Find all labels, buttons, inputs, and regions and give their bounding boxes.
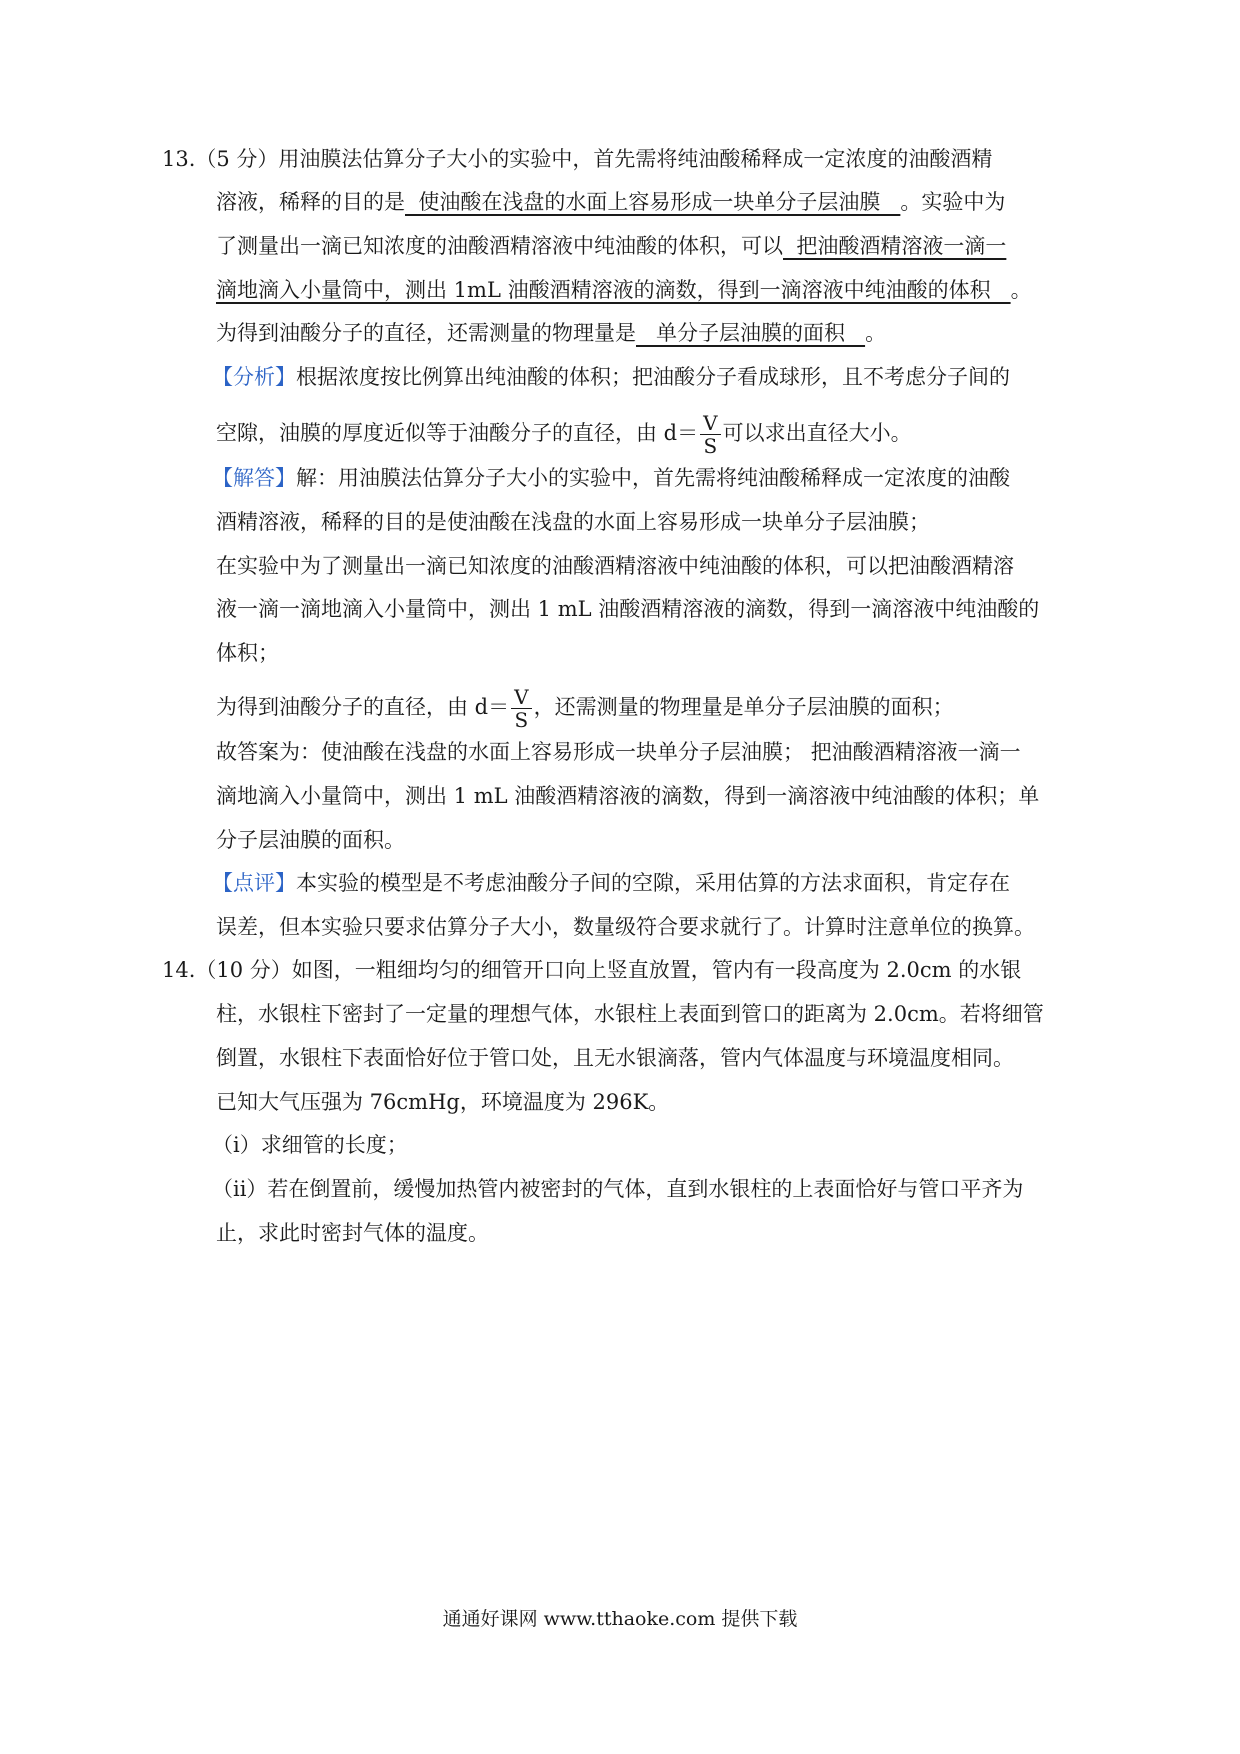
solution-text: 为得到油酸分子的直径，由 d＝	[216, 695, 510, 719]
solution-text: 酒精溶液，稀释的目的是使油酸在浅盘的水面上容易形成一块单分子层油膜；	[216, 510, 930, 534]
solution-text: 在实验中为了测量出一滴已知浓度的油酸酒精溶液中纯油酸的体积，可以把油酸酒精溶	[216, 554, 1014, 578]
q14-text: （ii）若在倒置前，缓慢加热管内被密封的气体，直到水银柱的上表面恰好与管口平齐为	[212, 1177, 1024, 1201]
comment-line-2	[216, 912, 1035, 942]
q13-text: 了测量出一滴已知浓度的油酸酒精溶液中纯油酸的体积，可以	[216, 234, 783, 258]
answer-text: 分子层油膜的面积。	[216, 828, 405, 852]
answer-blank-2: 把油酸酒精溶液一滴一	[783, 234, 1007, 258]
answer-line-1	[216, 737, 1021, 767]
q14-line-4	[216, 1087, 669, 1117]
q14-part-i	[212, 1130, 408, 1160]
answer-text: 故答案为：使油酸在浅盘的水面上容易形成一块单分子层油膜； 把油酸酒精溶液一滴一	[216, 740, 1021, 764]
solution-line-6	[216, 686, 954, 731]
answer-text: 滴地滴入小量筒中，测出 1 mL 油酸酒精溶液的滴数，得到一滴溶液中纯油酸的体积；单	[216, 784, 1040, 808]
comment-text: 误差，但本实验只要求估算分子大小，数量级符合要求就行了。计算时注意单位的换算。	[216, 915, 1035, 939]
page-footer: 通通好课网 www.tthaoke.com 提供下载	[442, 1608, 798, 1630]
analysis-line-2	[216, 412, 912, 457]
q13-text: 。	[1010, 278, 1032, 302]
q14-text: 14.（10 分）如图，一粗细均匀的细管开口向上竖直放置，管内有一段高度为 2.0cm 的水银	[162, 958, 1022, 982]
solution-line-1	[212, 463, 1010, 493]
answer-line-3	[216, 825, 405, 855]
fraction-denominator: S	[703, 434, 718, 458]
q13-text: 。	[865, 321, 887, 345]
fraction-denominator: S	[514, 708, 529, 732]
analysis-text: 可以求出直径大小。	[722, 421, 912, 445]
q13-line-5	[216, 318, 886, 348]
q14-part-ii-line-2	[216, 1218, 489, 1248]
q14-line-2	[216, 999, 1044, 1029]
q13-line-2	[216, 187, 1005, 217]
q13-line-1	[162, 144, 992, 174]
solution-text: 体积；	[216, 641, 279, 665]
q13-line-3	[216, 231, 1006, 261]
solution-line-4	[216, 594, 1039, 624]
solution-text: 液一滴一滴地滴入小量筒中，测出 1 mL 油酸酒精溶液的滴数，得到一滴溶液中纯油酸的	[216, 597, 1040, 621]
q14-text: 止，求此时密封气体的温度。	[216, 1221, 489, 1245]
comment-line-1	[212, 868, 1010, 898]
q13-line-4	[216, 275, 1032, 305]
solution-text: ，还需测量的物理量是单分子层油膜的面积；	[533, 695, 954, 719]
answer-blank-1: 使油酸在浅盘的水面上容易形成一块单分子层油膜	[405, 190, 901, 214]
fraction-numerator: V	[511, 686, 531, 709]
solution-line-5	[216, 638, 279, 668]
q13-text: 溶液，稀释的目的是	[216, 190, 405, 214]
q14-text: 已知大气压强为 76cmHg，环境温度为 296K。	[216, 1090, 670, 1114]
q14-line-1	[162, 955, 1021, 985]
answer-blank-3: 单分子层油膜的面积	[636, 321, 866, 345]
fraction-numerator: V	[700, 412, 720, 435]
analysis-line-1	[212, 362, 1010, 392]
solution-line-3	[216, 551, 1014, 581]
q14-part-ii-line-1	[212, 1174, 1023, 1204]
analysis-text: 空隙，油膜的厚度近似等于油酸分子的直径，由 d＝	[216, 421, 699, 445]
answer-blank-2-cont: 滴地滴入小量筒中，测出 1mL 油酸酒精溶液的滴数，得到一滴溶液中纯油酸的体积	[216, 278, 1011, 302]
comment-text: 本实验的模型是不考虑油酸分子间的空隙，采用估算的方法求面积，肯定存在	[296, 871, 1010, 895]
q13-text: 13.（5 分）用油膜法估算分子大小的实验中，首先需将纯油酸稀释成一定浓度的油酸酒精	[162, 147, 993, 171]
comment-tag: 【点评】	[212, 871, 296, 895]
q13-text: 。实验中为	[900, 190, 1006, 214]
solution-text: 解：用油膜法估算分子大小的实验中，首先需将纯油酸稀释成一定浓度的油酸	[296, 466, 1010, 490]
analysis-text: 根据浓度按比例算出纯油酸的体积；把油酸分子看成球形，且不考虑分子间的	[296, 365, 1010, 389]
q14-text: （i）求细管的长度；	[212, 1133, 408, 1157]
q14-text: 柱，水银柱下密封了一定量的理想气体，水银柱上表面到管口的距离为 2.0cm。若将细管	[216, 1002, 1044, 1026]
answer-line-2	[216, 781, 1039, 811]
solution-tag: 【解答】	[212, 466, 296, 490]
q14-line-3	[216, 1043, 1014, 1073]
q14-text: 倒置，水银柱下表面恰好位于管口处，且无水银滴落，管内气体温度与环境温度相同。	[216, 1046, 1014, 1070]
analysis-tag: 【分析】	[212, 365, 296, 389]
formula-fraction	[511, 686, 531, 731]
solution-line-2	[216, 507, 930, 537]
q13-text: 为得到油酸分子的直径，还需测量的物理量是	[216, 321, 636, 345]
formula-fraction	[700, 412, 720, 457]
